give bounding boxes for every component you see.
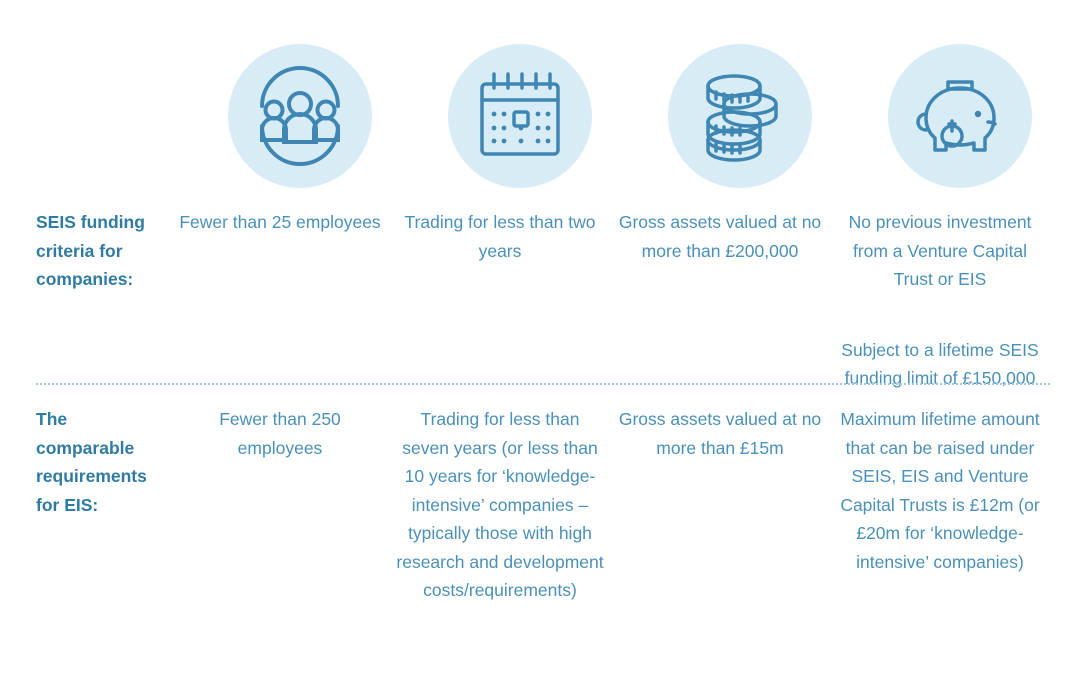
cell-text: Gross assets valued at no more than £15m [618, 409, 822, 458]
cell-text: Trading for less than seven years (or less than 10 years for ‘knowledge-intensive’ companies – typically those with high research and development costs/requirements) [396, 409, 604, 600]
dotted-divider [36, 383, 1050, 385]
people-group-icon [248, 64, 352, 168]
row-label-eis: The comparable requirements for EIS: [36, 409, 147, 515]
icon-row [190, 44, 1070, 188]
icon-circle [228, 44, 372, 188]
coins-stack-icon [690, 66, 790, 166]
cell-seis-employees [170, 208, 390, 393]
cell-text: Gross assets valued at no more than £200,000 [618, 212, 822, 261]
cell-eis-lifetime-amount [830, 405, 1050, 605]
row-eis [36, 405, 1050, 605]
cell-seis-gross-assets [610, 208, 830, 393]
cell-text: Maximum lifetime amount that can be raised under SEIS, EIS and Venture Capital Trusts is £12m (or £20m for ‘knowledge-intensive’ companies) [840, 409, 1040, 572]
icon-cell-previous-investment [850, 44, 1070, 188]
cell-text: No previous investment from a Venture Capital Trust or EIS [848, 212, 1032, 289]
row-label-seis: SEIS funding criteria for companies: [36, 212, 145, 289]
cell-seis-previous-investment [830, 208, 1050, 393]
calendar-icon [470, 66, 570, 166]
cell-text: Fewer than 25 employees [179, 212, 381, 232]
cell-seis-trading-period [390, 208, 610, 393]
cell-text: Trading for less than two years [404, 212, 596, 261]
piggy-bank-icon [910, 66, 1010, 166]
cell-text-secondary: Subject to a lifetime SEIS funding limit of £150,000 [841, 339, 1039, 388]
icon-cell-gross-assets [630, 44, 850, 188]
icon-cell-trading-period [410, 44, 630, 188]
row-cells [170, 208, 1050, 393]
cell-eis-employees [170, 405, 390, 605]
cell-eis-trading-period [390, 405, 610, 605]
cell-eis-gross-assets [610, 405, 830, 605]
icon-circle [888, 44, 1032, 188]
row-seis [36, 208, 1050, 393]
row-cells [170, 405, 1050, 605]
icon-cell-employees [190, 44, 410, 188]
cell-text: Fewer than 250 employees [219, 409, 341, 458]
icon-circle [448, 44, 592, 188]
icon-circle [668, 44, 812, 188]
